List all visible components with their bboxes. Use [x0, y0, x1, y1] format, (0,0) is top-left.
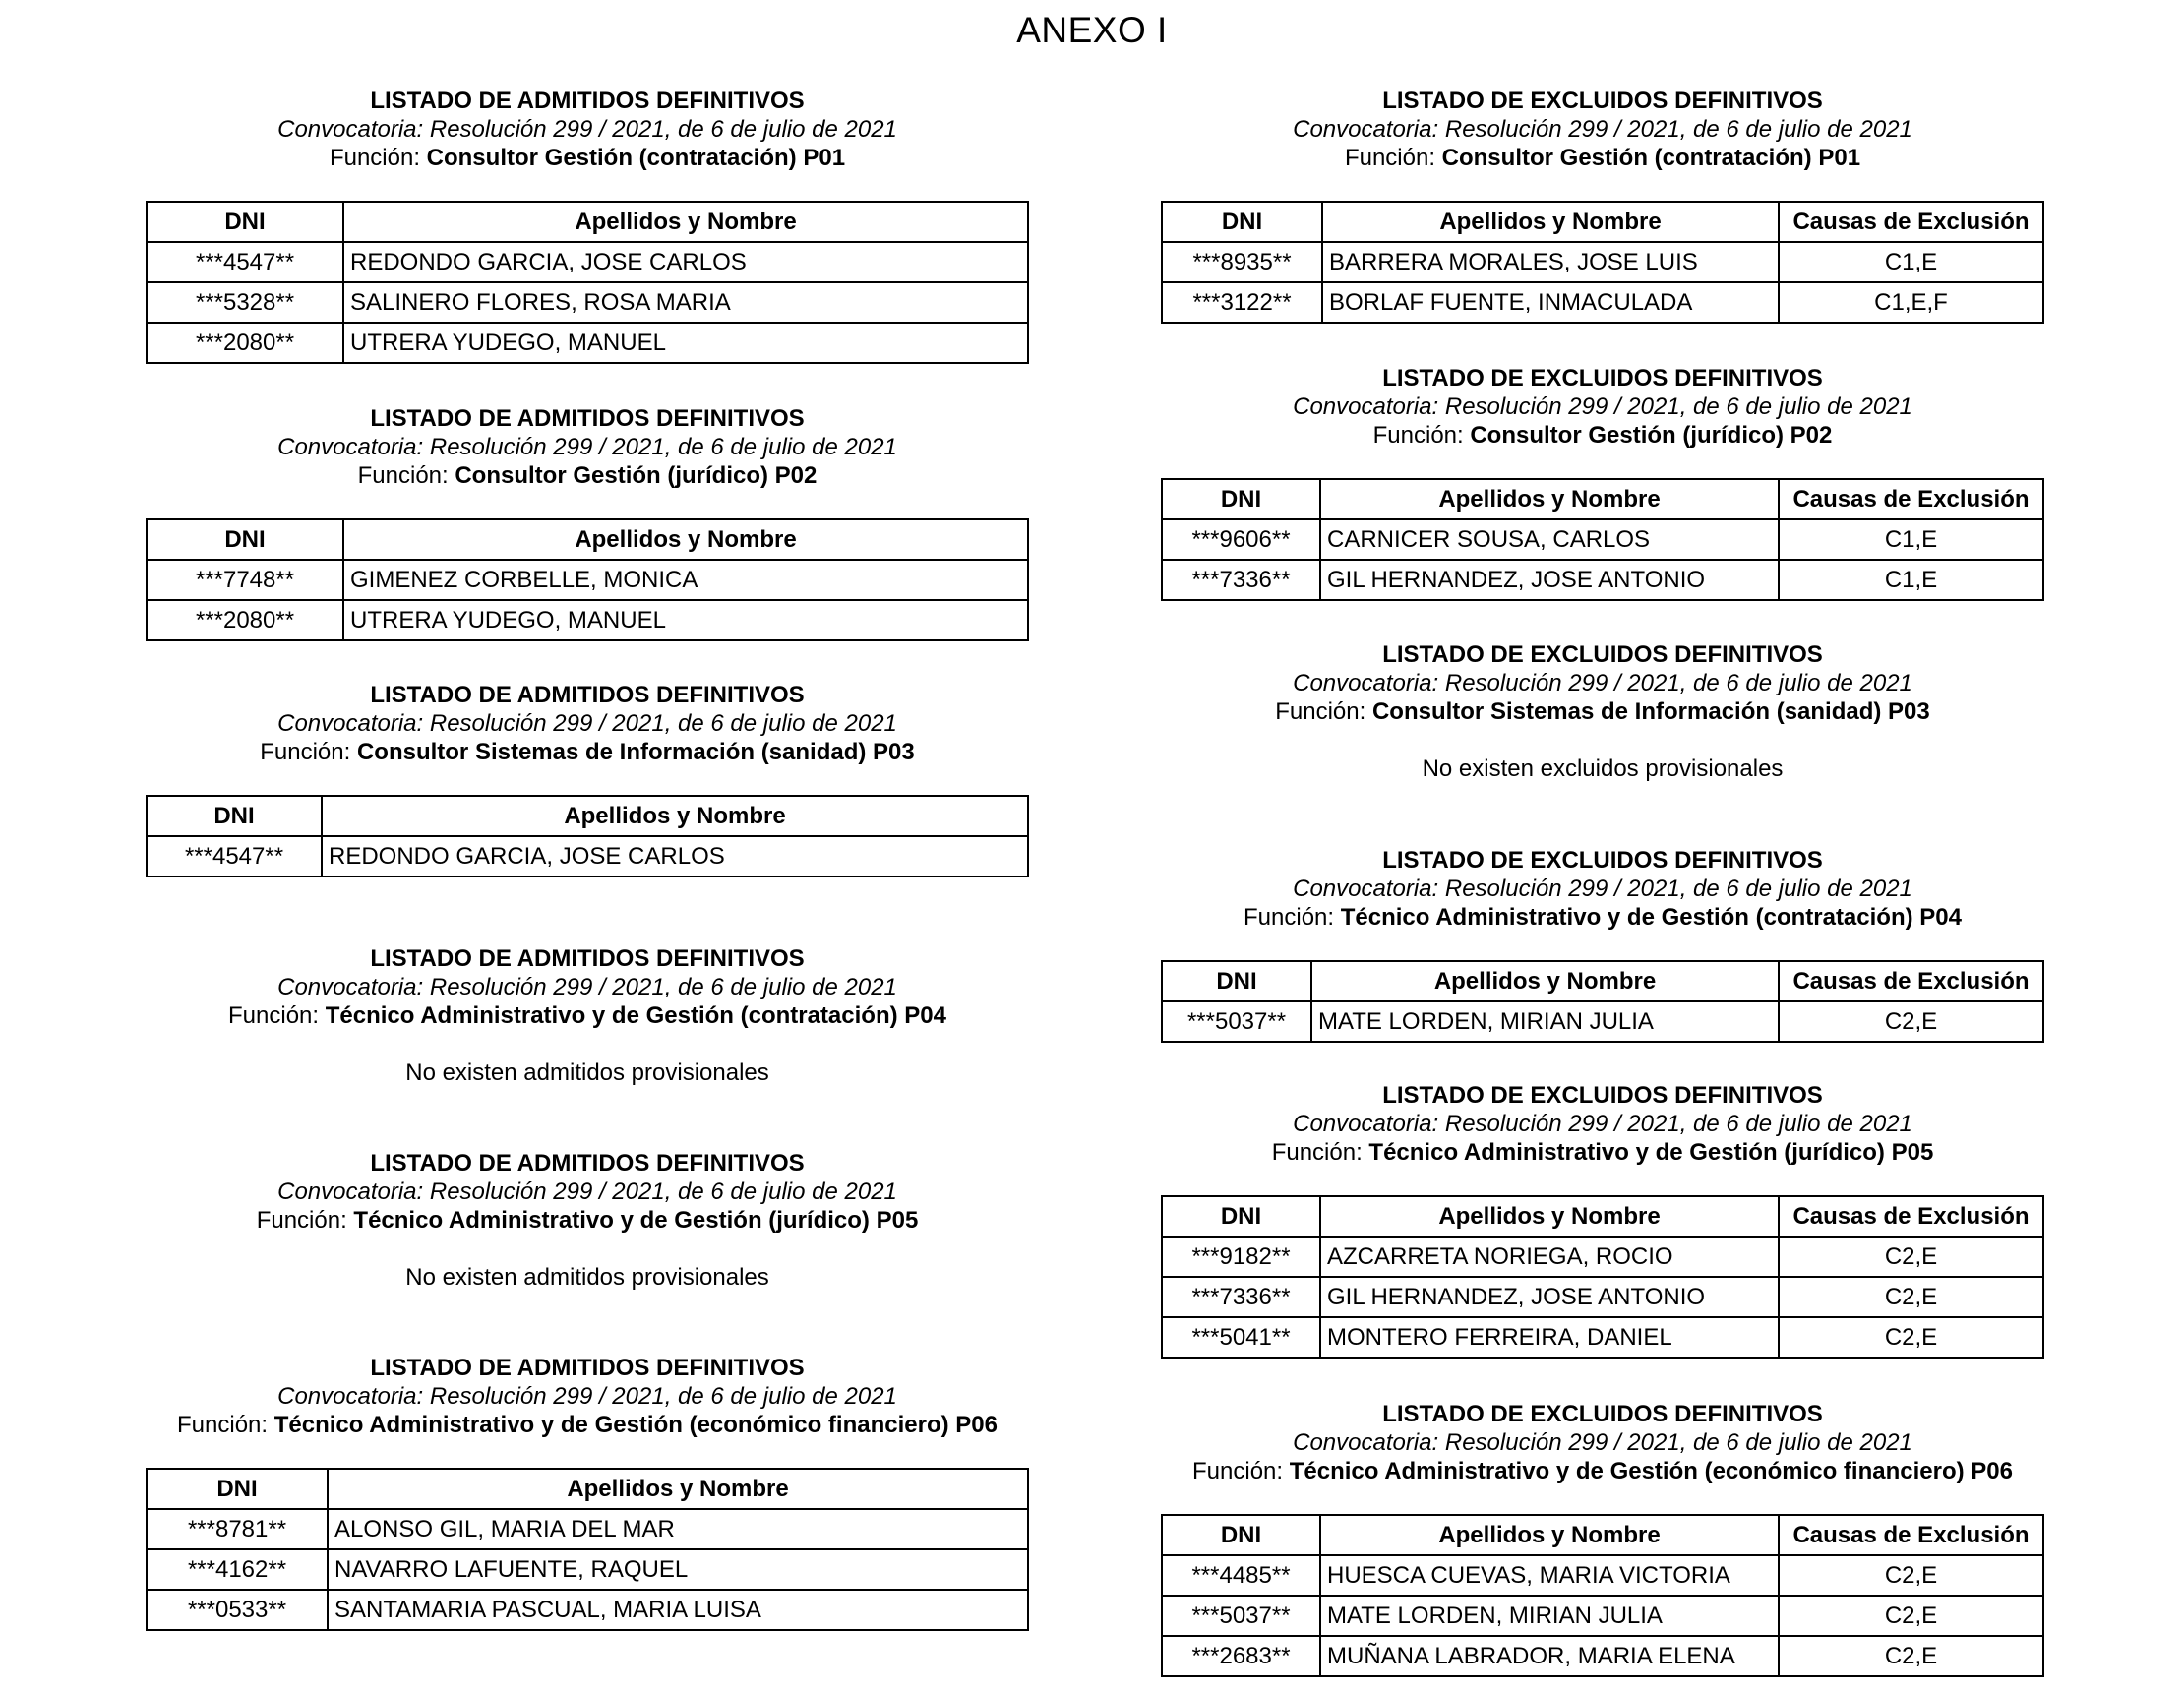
header-nombre: Apellidos y Nombre: [1320, 1515, 1779, 1555]
cell-nombre: BORLAF FUENTE, INMACULADA: [1322, 282, 1779, 323]
funcion-value: Técnico Administrativo y de Gestión (contratación) P04: [325, 1002, 946, 1029]
header-nombre: Apellidos y Nombre: [322, 796, 1028, 836]
cell-dni: ***4162**: [147, 1549, 328, 1590]
funcion-prefix: Función:: [329, 145, 427, 171]
section-convocatoria: Convocatoria: Resolución 299 / 2021, de 6 de julio de 2021: [277, 1178, 897, 1205]
cell-dni: ***4485**: [1162, 1555, 1320, 1596]
funcion-prefix: Función:: [260, 739, 357, 765]
cell-dni: ***4547**: [147, 242, 343, 282]
cell-dni: ***5037**: [1162, 1596, 1320, 1636]
section-title: LISTADO DE ADMITIDOS DEFINITIVOS: [370, 682, 805, 708]
cell-nombre: ALONSO GIL, MARIA DEL MAR: [328, 1509, 1028, 1549]
cell-nombre: MATE LORDEN, MIRIAN JULIA: [1311, 1001, 1779, 1042]
cell-causa: C1,E: [1779, 519, 2043, 560]
funcion-prefix: Función:: [177, 1412, 274, 1438]
cell-dni: ***7748**: [147, 560, 343, 600]
header-nombre: Apellidos y Nombre: [1322, 202, 1779, 242]
funcion-value: Técnico Administrativo y de Gestión (jurídico) P05: [1368, 1139, 1934, 1166]
empty-message: No existen excluidos provisionales: [1422, 755, 1784, 782]
table-header-row: [1162, 202, 2043, 242]
table-row: [147, 282, 1028, 323]
cell-causa: C1,E: [1779, 560, 2043, 600]
funcion-prefix: Función:: [357, 462, 455, 489]
cell-nombre: GIL HERNANDEZ, JOSE ANTONIO: [1320, 560, 1779, 600]
table-row: [147, 836, 1028, 876]
funcion-prefix: Función:: [1372, 422, 1471, 449]
table-header-row: [1162, 1196, 2043, 1237]
empty-message: No existen admitidos provisionales: [405, 1059, 769, 1086]
excluidos-table-p04: [1161, 960, 2044, 1043]
header-nombre: Apellidos y Nombre: [343, 202, 1028, 242]
cell-dni: ***2080**: [147, 600, 343, 640]
cell-dni: ***5041**: [1162, 1317, 1320, 1358]
header-dni: DNI: [1162, 479, 1320, 519]
section-funcion: [146, 738, 1029, 767]
header-dni: DNI: [1162, 961, 1311, 1001]
table-header-row: [147, 796, 1028, 836]
funcion-prefix: Función:: [1192, 1458, 1290, 1484]
cell-nombre: SALINERO FLORES, ROSA MARIA: [343, 282, 1028, 323]
cell-dni: ***3122**: [1162, 282, 1322, 323]
excluidos-section-p01: [1161, 87, 2044, 324]
admitidos-section-p01: [146, 87, 1029, 364]
cell-dni: ***0533**: [147, 1590, 328, 1630]
cell-nombre: MUÑANA LABRADOR, MARIA ELENA: [1320, 1636, 1779, 1676]
table-row: [1162, 519, 2043, 560]
table-header-row: [1162, 961, 2043, 1001]
header-causa: Causas de Exclusión: [1779, 961, 2043, 1001]
section-convocatoria: Convocatoria: Resolución 299 / 2021, de 6 de julio de 2021: [277, 434, 897, 460]
excluidos-table-p06: [1161, 1514, 2044, 1677]
cell-nombre: MATE LORDEN, MIRIAN JULIA: [1320, 1596, 1779, 1636]
table-row: [1162, 1555, 2043, 1596]
section-title: LISTADO DE EXCLUIDOS DEFINITIVOS: [1382, 1401, 1823, 1427]
cell-nombre: HUESCA CUEVAS, MARIA VICTORIA: [1320, 1555, 1779, 1596]
header-causa: Causas de Exclusión: [1779, 1515, 2043, 1555]
admitidos-section-p05: [146, 1149, 1029, 1293]
empty-message: No existen admitidos provisionales: [405, 1264, 769, 1291]
cell-causa: C2,E: [1779, 1596, 2043, 1636]
funcion-value: Técnico Administrativo y de Gestión (jurídico) P05: [353, 1207, 919, 1234]
section-funcion: [146, 144, 1029, 173]
cell-dni: ***4547**: [147, 836, 322, 876]
funcion-value: Consultor Sistemas de Información (sanidad) P03: [1371, 698, 1930, 725]
admitidos-table-p01: [146, 201, 1029, 364]
cell-nombre: CARNICER SOUSA, CARLOS: [1320, 519, 1779, 560]
header-nombre: Apellidos y Nombre: [1311, 961, 1779, 1001]
funcion-value: Consultor Gestión (jurídico) P02: [455, 462, 818, 489]
header-nombre: Apellidos y Nombre: [1320, 1196, 1779, 1237]
header-dni: DNI: [147, 1469, 328, 1509]
section-convocatoria: Convocatoria: Resolución 299 / 2021, de 6 de julio de 2021: [1293, 1111, 1912, 1137]
section-convocatoria: Convocatoria: Resolución 299 / 2021, de 6 de julio de 2021: [277, 974, 897, 1000]
section-convocatoria: Convocatoria: Resolución 299 / 2021, de 6 de julio de 2021: [277, 116, 897, 143]
table-row: [1162, 1001, 2043, 1042]
section-title: LISTADO DE EXCLUIDOS DEFINITIVOS: [1382, 847, 1823, 874]
table-row: [147, 323, 1028, 363]
table-row: [1162, 282, 2043, 323]
table-row: [147, 1549, 1028, 1590]
section-title: LISTADO DE EXCLUIDOS DEFINITIVOS: [1382, 1082, 1823, 1109]
section-funcion: [1161, 1138, 2044, 1168]
table-row: [1162, 1277, 2043, 1317]
table-row: [147, 600, 1028, 640]
section-convocatoria: Convocatoria: Resolución 299 / 2021, de 6 de julio de 2021: [1293, 116, 1912, 143]
excluidos-table-p05: [1161, 1195, 2044, 1359]
excluidos-section-p02: [1161, 364, 2044, 601]
cell-nombre: GIL HERNANDEZ, JOSE ANTONIO: [1320, 1277, 1779, 1317]
funcion-value: Consultor Sistemas de Información (sanidad) P03: [356, 739, 915, 765]
section-title: LISTADO DE EXCLUIDOS DEFINITIVOS: [1382, 365, 1823, 392]
table-header-row: [147, 1469, 1028, 1509]
cell-dni: ***9182**: [1162, 1237, 1320, 1277]
section-funcion: [146, 461, 1029, 491]
section-title: LISTADO DE ADMITIDOS DEFINITIVOS: [370, 405, 805, 432]
cell-dni: ***2080**: [147, 323, 343, 363]
header-nombre: Apellidos y Nombre: [343, 519, 1028, 560]
cell-causa: C2,E: [1779, 1237, 2043, 1277]
table-header-row: [147, 202, 1028, 242]
header-dni: DNI: [147, 202, 343, 242]
section-funcion: [1161, 1457, 2044, 1486]
header-nombre: Apellidos y Nombre: [1320, 479, 1779, 519]
section-convocatoria: Convocatoria: Resolución 299 / 2021, de 6 de julio de 2021: [277, 1383, 897, 1410]
cell-dni: ***5328**: [147, 282, 343, 323]
section-funcion: [146, 1001, 1029, 1031]
funcion-prefix: Función:: [256, 1207, 354, 1234]
cell-nombre: GIMENEZ CORBELLE, MONICA: [343, 560, 1028, 600]
cell-dni: ***8935**: [1162, 242, 1322, 282]
table-row: [147, 1590, 1028, 1630]
excluidos-section-p04: [1161, 846, 2044, 1043]
table-header-row: [1162, 1515, 2043, 1555]
excluidos-table-p02: [1161, 478, 2044, 601]
section-funcion: [1161, 421, 2044, 451]
admitidos-section-p06: [146, 1354, 1029, 1631]
cell-nombre: MONTERO FERREIRA, DANIEL: [1320, 1317, 1779, 1358]
section-title: LISTADO DE ADMITIDOS DEFINITIVOS: [370, 945, 805, 972]
cell-dni: ***8781**: [147, 1509, 328, 1549]
cell-causa: C2,E: [1779, 1001, 2043, 1042]
funcion-value: Consultor Gestión (jurídico) P02: [1470, 422, 1833, 449]
table-row: [147, 1509, 1028, 1549]
admitidos-section-p02: [146, 404, 1029, 641]
funcion-prefix: Función:: [1344, 145, 1442, 171]
table-row: [1162, 1317, 2043, 1358]
section-funcion: [1161, 903, 2044, 933]
header-dni: DNI: [147, 519, 343, 560]
excluidos-table-p01: [1161, 201, 2044, 324]
cell-nombre: REDONDO GARCIA, JOSE CARLOS: [343, 242, 1028, 282]
funcion-value: Consultor Gestión (contratación) P01: [426, 145, 846, 171]
cell-causa: C1,E,F: [1779, 282, 2043, 323]
excluidos-section-p05: [1161, 1081, 2044, 1359]
funcion-value: Técnico Administrativo y de Gestión (económico financiero) P06: [273, 1412, 998, 1438]
table-row: [147, 560, 1028, 600]
excluidos-section-p06: [1161, 1400, 2044, 1677]
section-title: LISTADO DE ADMITIDOS DEFINITIVOS: [370, 1150, 805, 1177]
header-dni: DNI: [1162, 1196, 1320, 1237]
section-title: LISTADO DE EXCLUIDOS DEFINITIVOS: [1382, 88, 1823, 114]
cell-nombre: NAVARRO LAFUENTE, RAQUEL: [328, 1549, 1028, 1590]
table-row: [1162, 242, 2043, 282]
cell-nombre: UTRERA YUDEGO, MANUEL: [343, 323, 1028, 363]
funcion-prefix: Función:: [228, 1002, 326, 1029]
funcion-value: Técnico Administrativo y de Gestión (contratación) P04: [1340, 904, 1962, 931]
section-convocatoria: Convocatoria: Resolución 299 / 2021, de 6 de julio de 2021: [277, 710, 897, 737]
cell-nombre: BARRERA MORALES, JOSE LUIS: [1322, 242, 1779, 282]
cell-causa: C1,E: [1779, 242, 2043, 282]
section-convocatoria: Convocatoria: Resolución 299 / 2021, de 6 de julio de 2021: [1293, 670, 1912, 696]
cell-dni: ***7336**: [1162, 1277, 1320, 1317]
header-dni: DNI: [147, 796, 322, 836]
admitidos-table-p03: [146, 795, 1029, 877]
cell-causa: C2,E: [1779, 1636, 2043, 1676]
section-title: LISTADO DE ADMITIDOS DEFINITIVOS: [370, 1355, 805, 1381]
funcion-prefix: Función:: [1244, 904, 1341, 931]
section-funcion: [146, 1411, 1029, 1440]
cell-dni: ***2683**: [1162, 1636, 1320, 1676]
cell-causa: C2,E: [1779, 1317, 2043, 1358]
table-row: [1162, 1636, 2043, 1676]
section-funcion: [1161, 697, 2044, 727]
table-row: [1162, 560, 2043, 600]
section-convocatoria: Convocatoria: Resolución 299 / 2021, de 6 de julio de 2021: [1293, 393, 1912, 420]
table-row: [1162, 1596, 2043, 1636]
admitidos-section-p04: [146, 944, 1029, 1088]
section-convocatoria: Convocatoria: Resolución 299 / 2021, de 6 de julio de 2021: [1293, 876, 1912, 902]
cell-nombre: REDONDO GARCIA, JOSE CARLOS: [322, 836, 1028, 876]
section-title: LISTADO DE ADMITIDOS DEFINITIVOS: [370, 88, 805, 114]
cell-dni: ***7336**: [1162, 560, 1320, 600]
cell-dni: ***5037**: [1162, 1001, 1311, 1042]
admitidos-table-p02: [146, 518, 1029, 641]
cell-causa: C2,E: [1779, 1277, 2043, 1317]
cell-nombre: UTRERA YUDEGO, MANUEL: [343, 600, 1028, 640]
section-title: LISTADO DE EXCLUIDOS DEFINITIVOS: [1382, 641, 1823, 668]
header-nombre: Apellidos y Nombre: [328, 1469, 1028, 1509]
header-causa: Causas de Exclusión: [1779, 202, 2043, 242]
funcion-prefix: Función:: [1271, 1139, 1369, 1166]
document-title: ANEXO I: [1016, 10, 1168, 50]
table-header-row: [1162, 479, 2043, 519]
table-row: [1162, 1237, 2043, 1277]
cell-nombre: AZCARRETA NORIEGA, ROCIO: [1320, 1237, 1779, 1277]
section-funcion: [1161, 144, 2044, 173]
table-row: [147, 242, 1028, 282]
section-funcion: [146, 1206, 1029, 1236]
cell-causa: C2,E: [1779, 1555, 2043, 1596]
cell-nombre: SANTAMARIA PASCUAL, MARIA LUISA: [328, 1590, 1028, 1630]
admitidos-section-p03: [146, 681, 1029, 877]
admitidos-table-p06: [146, 1468, 1029, 1631]
excluidos-section-p03: [1161, 640, 2044, 784]
header-causa: Causas de Exclusión: [1779, 1196, 2043, 1237]
section-convocatoria: Convocatoria: Resolución 299 / 2021, de 6 de julio de 2021: [1293, 1429, 1912, 1456]
header-causa: Causas de Exclusión: [1779, 479, 2043, 519]
cell-dni: ***9606**: [1162, 519, 1320, 560]
funcion-value: Técnico Administrativo y de Gestión (económico financiero) P06: [1289, 1458, 2013, 1484]
funcion-value: Consultor Gestión (contratación) P01: [1441, 145, 1861, 171]
header-dni: DNI: [1162, 1515, 1320, 1555]
funcion-prefix: Función:: [1275, 698, 1372, 725]
header-dni: DNI: [1162, 202, 1322, 242]
table-header-row: [147, 519, 1028, 560]
